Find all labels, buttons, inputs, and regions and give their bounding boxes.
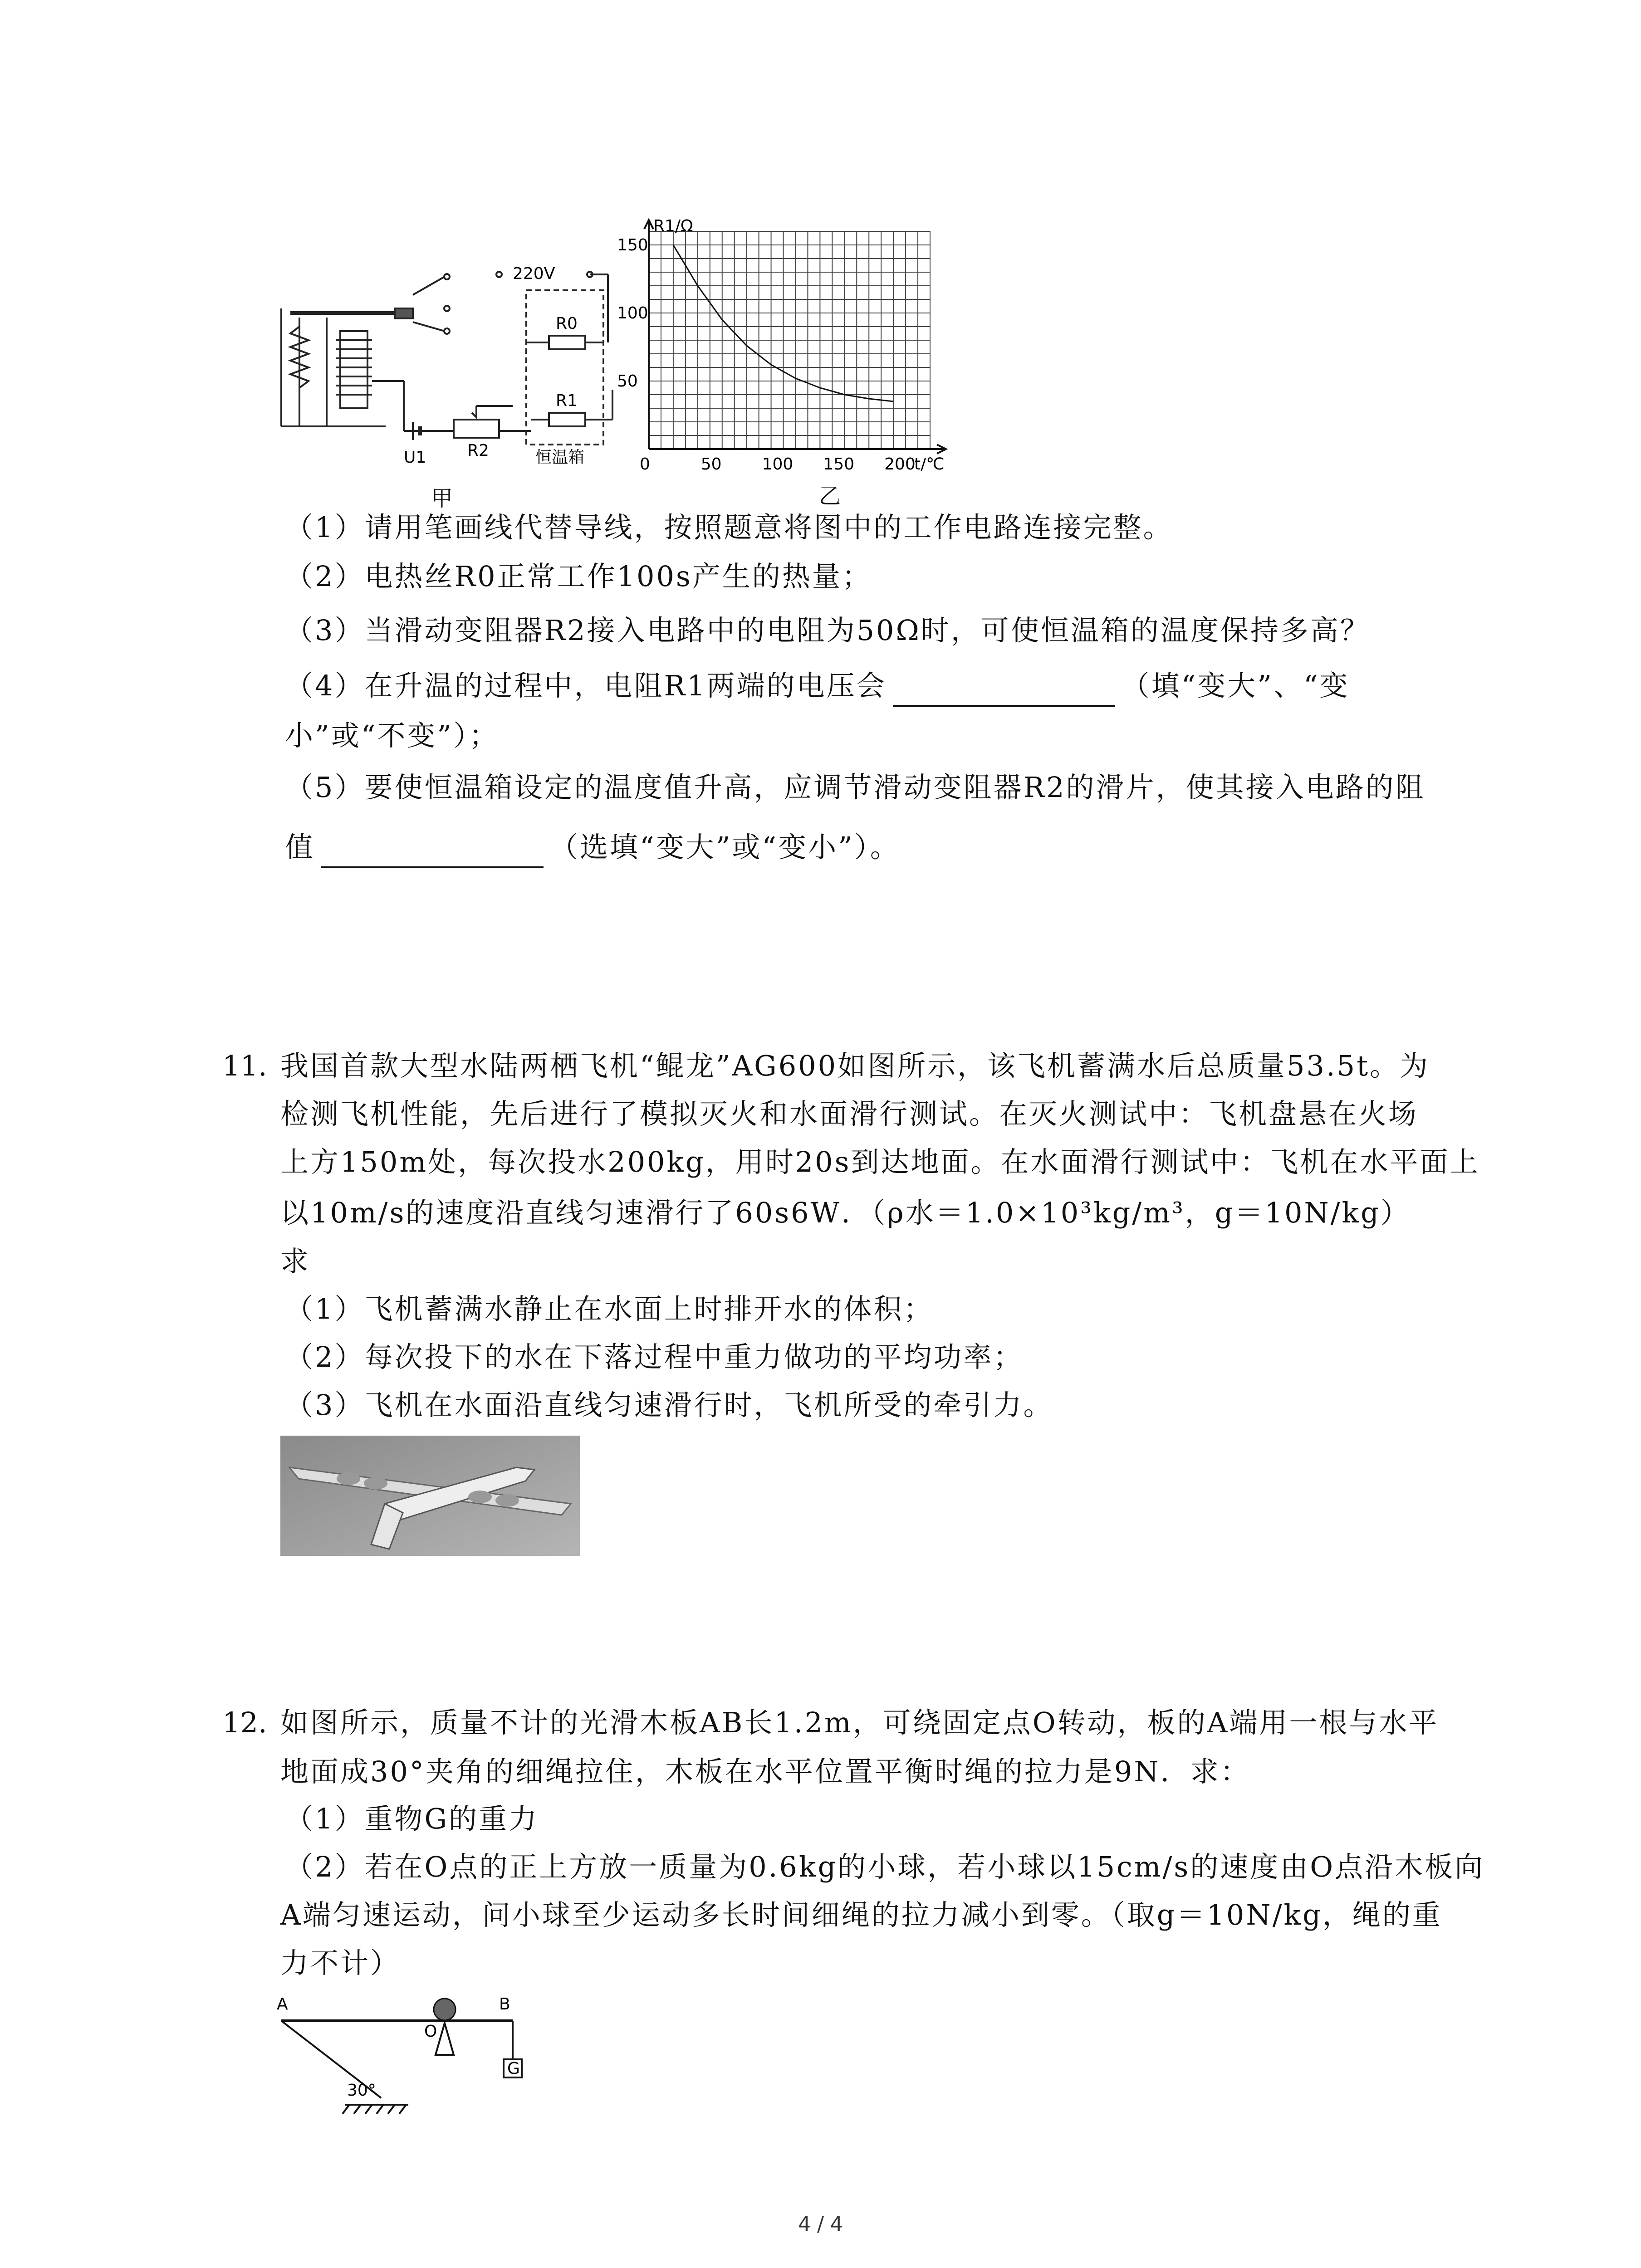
q11-line4: 以10m/s的速度沿直线匀速滑行了60s6W．（ρ水＝1.0×10³kg/m³，g＝10N/kg） <box>280 1196 1411 1229</box>
answer-blank[interactable] <box>321 835 544 868</box>
x-tick-label: 150 <box>823 455 855 474</box>
q11-line1: 我国首款大型水陆两栖飞机“鲲龙”AG600如图所示，该飞机蓄满水后总质量53.5t。为 <box>280 1049 1430 1082</box>
x-tick-label: 100 <box>762 455 794 474</box>
x-axis-label: t/℃ <box>914 455 945 474</box>
q10-part5: （5）要使恒温箱设定的温度值升高，应调节滑动变阻器R2的滑片，使其接入电路的阻 <box>285 771 1425 804</box>
q11-part1: （1）飞机蓄满水静止在水面上时排开水的体积； <box>285 1292 934 1325</box>
page-number: 4 / 4 <box>798 2213 843 2236</box>
q12-line1: 如图所示，质量不计的光滑木板AB长1.2m，可绕固定点O转动，板的A端用一根与水平 <box>280 1706 1439 1739</box>
q10-part4-cont: 小”或“不变”）； <box>285 719 500 752</box>
q10-part5-text: 值 <box>285 831 315 864</box>
figure-caption-right: 乙 <box>819 484 841 509</box>
q10-part4-options: （填“变大”、“变 <box>1121 669 1350 702</box>
resistance-temperature-graph <box>590 213 975 490</box>
q10-part5-options: （选填“变大”或“变小”）。 <box>550 831 900 864</box>
q11-part3: （3）飞机在水面沿直线匀速滑行时，飞机所受的牵引力。 <box>285 1388 1053 1422</box>
q10-part5-cont <box>285 826 900 868</box>
x-tick-label: 200 <box>884 455 916 474</box>
q11-line3: 上方150m处，每次投水200kg，用时20s到达地面。在水面滑行测试中：飞机在水平面上 <box>280 1145 1480 1178</box>
q11-line2: 检测飞机性能，先后进行了模拟灭火和水面滑行测试。在灭火测试中：飞机盘悬在火场 <box>280 1097 1419 1130</box>
label-r0: R0 <box>556 314 578 333</box>
label-g: G <box>507 2059 520 2078</box>
q12-part1: （1）重物G的重力 <box>285 1802 539 1835</box>
x-tick-label: 50 <box>700 455 722 474</box>
q12-line2: 地面成30°夹角的细绳拉住，木板在水平位置平衡时绳的拉力是9N．求： <box>280 1755 1250 1788</box>
label-angle: 30° <box>347 2081 376 2100</box>
label-u1: U1 <box>404 448 426 467</box>
q10-part2: （2）电热丝R0正常工作100s产生的热量； <box>285 560 872 593</box>
y-tick-label: 100 <box>617 304 648 323</box>
label-thermostat-box: 恒温箱 <box>535 448 585 467</box>
y-axis-label: R1/Ω <box>653 217 693 235</box>
q12-number: 12. <box>222 1706 267 1739</box>
label-r2: R2 <box>467 441 489 460</box>
figure-caption-left: 甲 <box>431 486 453 511</box>
x-tick-label: 0 <box>640 455 650 474</box>
label-b: B <box>499 1995 510 2014</box>
q12-part2: （2）若在O点的正上方放一质量为0.6kg的小球，若小球以15cm/s的速度由O点沿木板向 <box>285 1850 1485 1883</box>
label-o: O <box>424 2022 437 2041</box>
q10-part4 <box>285 665 1350 707</box>
q12-part2-cont: A端匀速运动，问小球至少运动多长时间细绳的拉力减小到零。（取g＝10N/kg，绳的重 <box>280 1898 1442 1931</box>
q11-number: 11. <box>222 1049 267 1082</box>
y-tick-label: 50 <box>617 372 638 391</box>
label-220v: 220V <box>513 264 555 283</box>
q10-part3: （3）当滑动变阻器R2接入电路中的电阻为50Ω时，可使恒温箱的温度保持多高？ <box>285 614 1370 647</box>
q12-part2-end: 力不计） <box>280 1946 401 1980</box>
q11-line5: 求 <box>280 1245 311 1278</box>
label-a: A <box>277 1995 288 2014</box>
y-tick-label: 150 <box>617 236 648 254</box>
q11-part2: （2）每次投下的水在下落过程中重力做功的平均功率； <box>285 1340 1024 1374</box>
airplane-photo <box>280 1436 580 1556</box>
lever-diagram <box>272 1987 535 2136</box>
q10-part4-text: （4）在升温的过程中，电阻R1两端的电压会 <box>285 669 887 702</box>
answer-blank[interactable] <box>893 673 1115 707</box>
q10-part1: （1）请用笔画线代替导线，按照题意将图中的工作电路连接完整。 <box>285 511 1173 544</box>
label-r1: R1 <box>556 391 578 410</box>
circuit-diagram <box>272 254 617 490</box>
